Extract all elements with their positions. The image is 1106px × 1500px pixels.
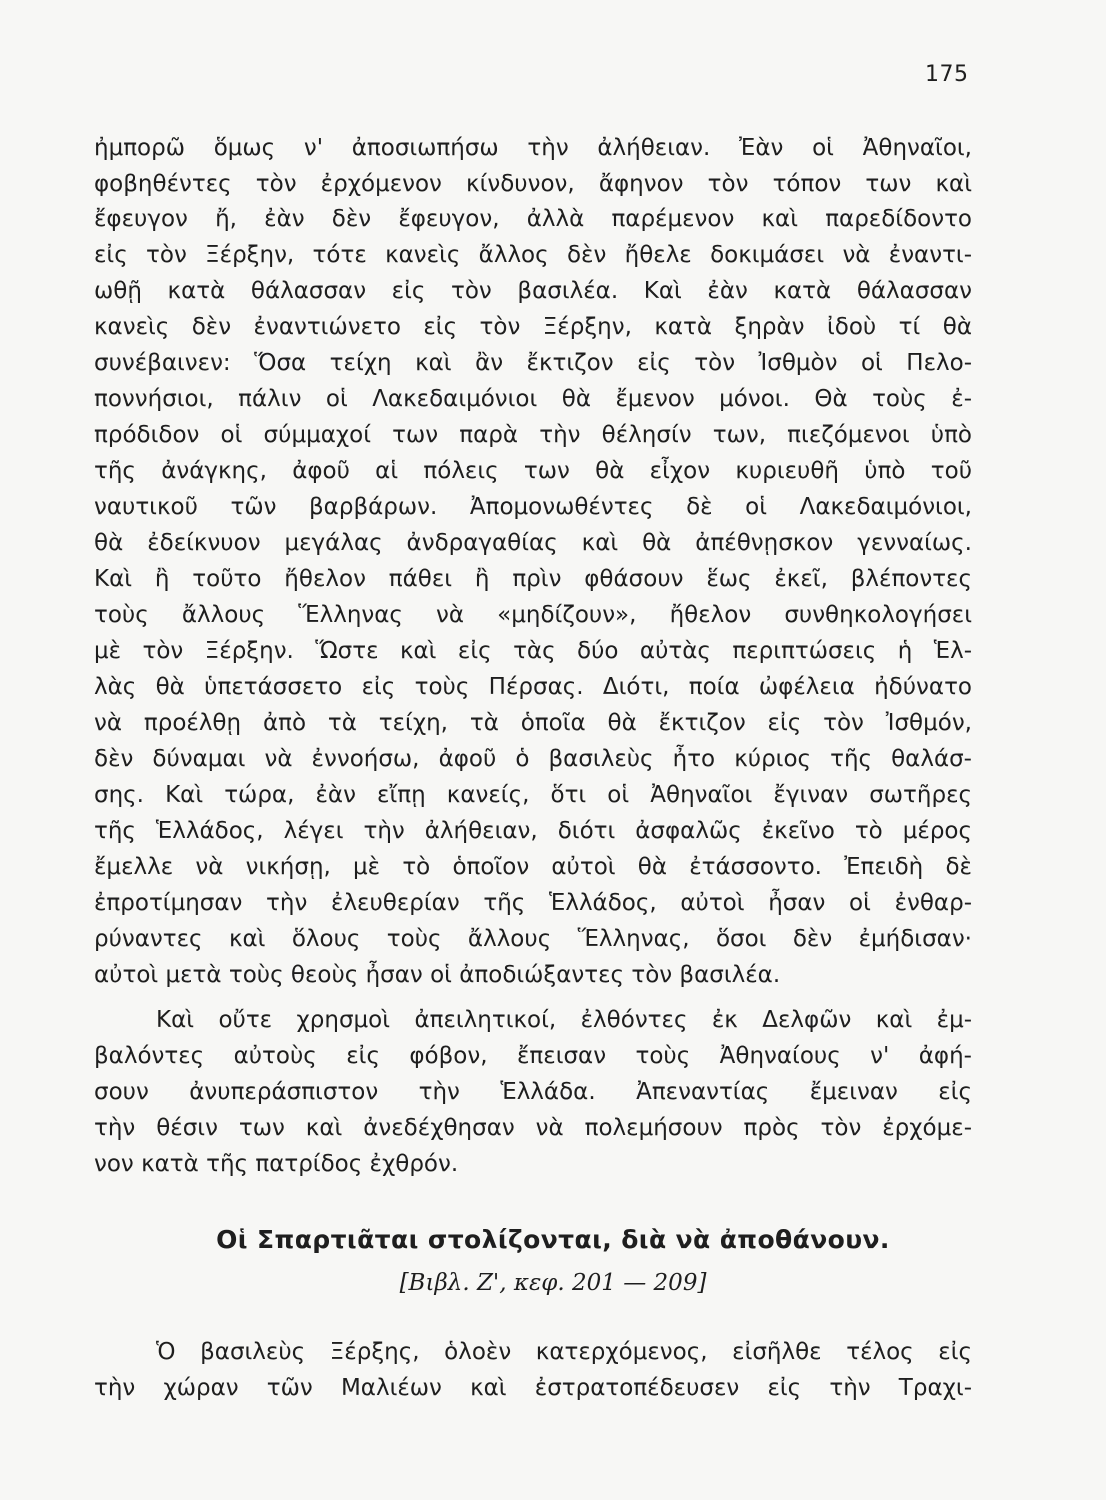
text-line: σουν ἀνυπεράσπιστον τὴν Ἑλλάδα. Ἀπεναντίας ἔμειναν εἰς [94, 1079, 972, 1105]
text-line: ρύναντες καὶ ὅλους τοὺς ἄλλους Ἕλληνας, ὅσοι δὲν ἐμήδισαν· [94, 926, 972, 952]
text-line: Ὁ βασιλεὺς Ξέρξης, ὁλοὲν κατερχόμενος, εἰσῆλθε τέλος εἰς [156, 1339, 972, 1365]
text-line: αὐτοὶ μετὰ τοὺς θεοὺς ἦσαν οἱ ἀποδιώξαντες τὸν βασιλέα. [94, 962, 781, 988]
text-line: τῆς Ἑλλάδος, λέγει τὴν ἀλήθειαν, διότι ἀσφαλῶς ἐκεῖνο τὸ μέρος [94, 818, 972, 844]
text-line: φοβηθέντες τὸν ἐρχόμενον κίνδυνον, ἄφηνον τὸν τόπον των καὶ [94, 171, 972, 197]
text-line: πρόδιδον οἱ σύμμαχοί των παρὰ τὴν θέλησίν των, πιεζόμενοι ὑπὸ [94, 422, 972, 448]
text-line: τῆς ἀνάγκης, ἀφοῦ αἱ πόλεις των θὰ εἶχον κυριευθῆ ὑπὸ τοῦ [94, 458, 972, 484]
text-line: συνέβαινεν: Ὅσα τείχη καὶ ἂν ἔκτιζον εἰς τὸν Ἰσθμὸν οἱ Πελο- [94, 350, 972, 376]
text-line: σης. Καὶ τώρα, ἐὰν εἴπῃ κανείς, ὅτι οἱ Ἀθηναῖοι ἔγιναν σωτῆρες [94, 782, 972, 808]
text-line: μὲ τὸν Ξέρξην. Ὥστε καὶ εἰς τὰς δύο αὐτὰς περιπτώσεις ἡ Ἑλ- [94, 638, 972, 664]
text-line: Καὶ οὔτε χρησμοὶ ἀπειλητικοί, ἐλθόντες ἐκ Δελφῶν καὶ ἐμ- [156, 1007, 972, 1033]
text-line: ναυτικοῦ τῶν βαρβάρων. Ἀπομονωθέντες δὲ οἱ Λακεδαιμόνιοι, [94, 494, 972, 520]
text-line: νὰ προέλθῃ ἀπὸ τὰ τείχη, τὰ ὁποῖα θὰ ἔκτιζον εἰς τὸν Ἰσθμόν, [94, 710, 972, 736]
text-line: δὲν δύναμαι νὰ ἐννοήσω, ἀφοῦ ὁ βασιλεὺς ἦτο κύριος τῆς θαλάσ- [94, 746, 972, 772]
text-line: νον κατὰ τῆς πατρίδος ἐχθρόν. [94, 1151, 459, 1177]
text-line: λὰς θὰ ὑπετάσσετο εἰς τοὺς Πέρσας. Διότι, ποία ὠφέλεια ἠδύνατο [94, 674, 972, 700]
section-reference: [Βιβλ. Ζ', κεφ. 201 — 209] [399, 1270, 707, 1296]
text-line: ἠμπορῶ ὅμως ν' ἀποσιωπήσω τὴν ἀλήθειαν. Ἐὰν οἱ Ἀθηναῖοι, [94, 135, 972, 161]
text-line: θὰ ἐδείκνυον μεγάλας ἀνδραγαθίας καὶ θὰ ἀπέθνῃσκον γενναίως. [94, 530, 972, 556]
page-number: 175 [925, 62, 969, 87]
text-line: ἔφευγον ἤ, ἐὰν δὲν ἔφευγον, ἀλλὰ παρέμενον καὶ παρεδίδοντο [94, 206, 972, 232]
text-line: ἔμελλε νὰ νικήσῃ, μὲ τὸ ὁποῖον αὐτοὶ θὰ ἐτάσσοντο. Ἐπειδὴ δὲ [94, 854, 972, 880]
text-line: τὴν χώραν τῶν Μαλιέων καὶ ἐστρατοπέδευσεν εἰς τὴν Τραχι- [94, 1375, 972, 1401]
text-line: ἐπροτίμησαν τὴν ἐλευθερίαν τῆς Ἑλλάδος, αὐτοὶ ἦσαν οἱ ἐνθαρ- [94, 890, 972, 916]
text-line: τὴν θέσιν των καὶ ἀνεδέχθησαν νὰ πολεμήσουν πρὸς τὸν ἐρχόμε- [94, 1115, 972, 1141]
text-line: ωθῇ κατὰ θάλασσαν εἰς τὸν βασιλέα. Καὶ ἐὰν κατὰ θάλασσαν [94, 278, 972, 304]
text-line: τοὺς ἄλλους Ἕλληνας νὰ «μηδίζουν», ἤθελον συνθηκολογήσει [94, 602, 972, 628]
text-line: Καὶ ἢ τοῦτο ἤθελον πάθει ἢ πρὶν φθάσουν ἕως ἐκεῖ, βλέποντες [94, 566, 972, 592]
text-line: βαλόντες αὐτοὺς εἰς φόβον, ἔπεισαν τοὺς Ἀθηναίους ν' ἀφή- [94, 1043, 972, 1069]
text-line: εἰς τὸν Ξέρξην, τότε κανεὶς ἄλλος δὲν ἤθελε δοκιμάσει νὰ ἐναντι- [94, 242, 972, 268]
text-line: κανεὶς δὲν ἐναντιώνετο εἰς τὸν Ξέρξην, κατὰ ξηρὰν ἰδοὺ τί θὰ [94, 314, 972, 340]
section-heading: Οἱ Σπαρτιᾶται στολίζονται, διὰ νὰ ἀποθάνουν. [216, 1225, 890, 1254]
text-line: ποννήσιοι, πάλιν οἱ Λακεδαιμόνιοι θὰ ἔμενον μόνοι. Θὰ τοὺς ἐ- [94, 386, 972, 412]
